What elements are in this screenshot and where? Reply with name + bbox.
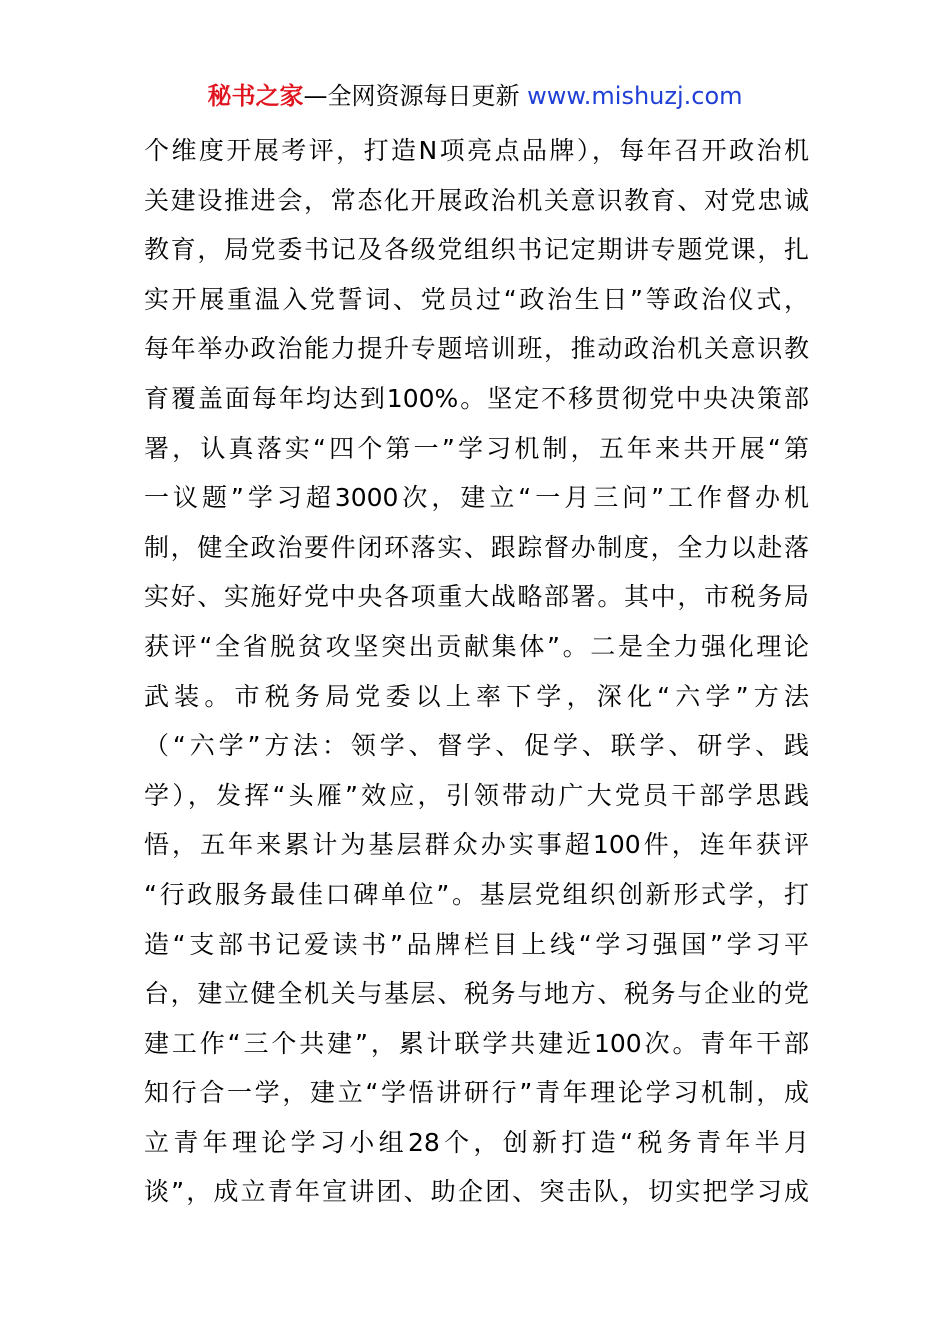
body-line: 教育，局党委书记及各级党组织书记定期讲专题党课，扎 <box>144 235 809 265</box>
body-line: 武装。市税务局党委以上率下学，深化“六学”方法 <box>144 681 809 711</box>
body-line: 建工作“三个共建”，累计联学共建近100次。青年干部 <box>144 1028 809 1058</box>
body-line: 悟，五年来累计为基层群众办实事超100件，连年获评 <box>144 830 809 860</box>
body-line: （“六学”方法：领学、督学、促学、联学、研学、践 <box>144 731 809 761</box>
site-url-link[interactable]: www.mishuzj.com <box>527 82 743 110</box>
body-line: 一议题”学习超3000次，建立“一月三问”工作督办机 <box>144 483 809 513</box>
body-line: 关建设推进会，常态化开展政治机关意识教育、对党忠诚 <box>144 185 809 215</box>
body-line: 学），发挥“头雁”效应，引领带动广大党员干部学思践 <box>144 780 809 810</box>
site-tagline: —全网资源每日更新 <box>303 82 520 110</box>
body-line: 实开展重温入党誓词、党员过“政治生日”等政治仪式， <box>144 284 809 314</box>
site-header <box>0 80 950 112</box>
body-line: 制，健全政治要件闭环落实、跟踪督办制度，全力以赴落 <box>144 532 809 562</box>
body-line: 谈”，成立青年宣讲团、助企团、突击队，切实把学习成 <box>144 1177 809 1207</box>
body-line: 每年举办政治能力提升专题培训班，推动政治机关意识教 <box>144 334 809 364</box>
body-line: 立青年理论学习小组28个，创新打造“税务青年半月 <box>144 1127 809 1157</box>
body-line: 获评“全省脱贫攻坚突出贡献集体”。二是全力强化理论 <box>144 631 809 661</box>
document-body <box>144 126 809 1217</box>
body-line: 造“支部书记爱读书”品牌栏目上线“学习强国”学习平 <box>144 929 809 959</box>
body-line: 个维度开展考评，打造N项亮点品牌），每年召开政治机 <box>144 136 809 165</box>
body-line: 实好、实施好党中央各项重大战略部署。其中，市税务局 <box>144 582 809 612</box>
body-line: 署，认真落实“四个第一”学习机制，五年来共开展“第 <box>144 433 809 463</box>
body-line: “行政服务最佳口碑单位”。基层党组织创新形式学，打 <box>144 879 809 909</box>
site-brand: 秘书之家 <box>207 82 304 110</box>
body-line: 台，建立健全机关与基层、税务与地方、税务与企业的党 <box>144 979 809 1009</box>
body-line: 育覆盖面每年均达到100%。坚定不移贯彻党中央决策部 <box>144 383 809 413</box>
body-line: 知行合一学，建立“学悟讲研行”青年理论学习机制，成 <box>144 1078 809 1108</box>
